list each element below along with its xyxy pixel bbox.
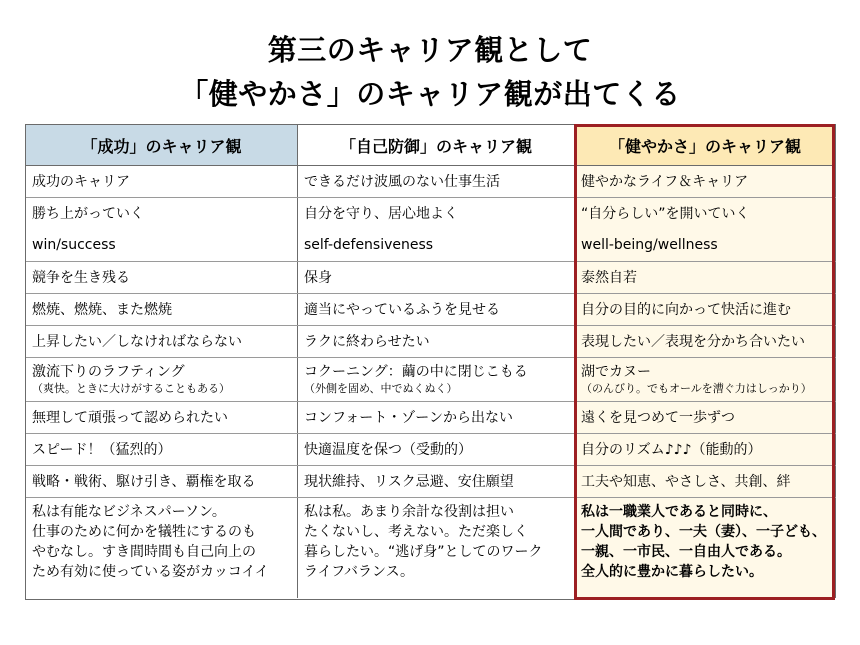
table-cell [575,294,836,326]
table-row [26,326,836,358]
table-cell [575,198,836,230]
table-cell [26,434,298,466]
cell-subtext: ため有効に使っている姿がカッコイイ [32,564,269,580]
cell-text: win/success [32,237,116,254]
cell-text: 湖でカヌー [581,364,651,380]
cell-text: 適当にやっているふうを見せる [304,301,500,318]
cell-subtext: （のんびり。でもオールを漕ぐ力はしっかり） [581,382,812,395]
table-cell [26,358,298,402]
table-cell [298,230,575,262]
header-row [26,125,836,166]
cell-text: できるだけ波風のない仕事生活 [304,173,500,190]
table-cell [575,166,836,198]
table-cell [575,466,836,498]
cell-text: 私は有能なビジネスパーソン。 [32,504,226,520]
table-cell [575,498,836,598]
cell-subtext: ライフバランス。 [304,564,415,580]
table-row [26,402,836,434]
comparison-table [25,124,835,600]
cell-subtext: 一親、一市民、一自由人である。 [581,544,791,560]
table-row [26,166,836,198]
header-wellness: 「健やかさ」のキャリア観 [575,125,836,166]
cell-text: 私は私。あまり余計な役割は担い [304,504,514,520]
table-cell [26,294,298,326]
cell-text: 競争を生き残る [32,269,130,286]
cell-subtext: 暮らしたい。“逃げ身”としてのワーク [304,544,543,560]
cell-text: “自分らしい”を開いていく [581,205,750,222]
table-row [26,230,836,262]
page-title [0,28,860,116]
table-cell [575,402,836,434]
cell-subtext: （爽快。ときに大けがすることもある） [32,382,230,395]
cell-text: 激流下りのラフティング [32,364,185,380]
table-row [26,434,836,466]
table-cell [298,198,575,230]
table-row [26,294,836,326]
cell-subtext: たくないし、考えない。ただ楽しく [304,524,528,540]
table-cell [298,434,575,466]
cell-text: 健やかなライフ＆キャリア [581,173,749,190]
cell-text: 工夫や知恵、やさしさ、共創、絆 [581,473,791,490]
table-cell [26,402,298,434]
cell-subtext: 全人的に豊かに暮らしたい。 [581,564,763,580]
table-cell [26,230,298,262]
cell-text: 燃焼、燃焼、また燃焼 [32,301,172,318]
cell-text: 私は一職業人であると同時に、 [581,504,777,520]
table-cell [298,358,575,402]
table-cell [298,466,575,498]
cell-text: 自分のリズム♪♪♪（能動的） [581,441,762,458]
table-row [26,466,836,498]
cell-subtext: （外側を固め、中でぬくぬく） [304,382,458,395]
cell-text: ラクに終わらせたい [304,333,430,350]
cell-text: 無理して頑張って認められたい [32,409,228,426]
title-line-1: 第三のキャリア観として [267,33,593,67]
cell-text: スピード！（猛烈的） [32,441,172,458]
table-cell [298,326,575,358]
header-success: 「成功」のキャリア観 [26,125,298,166]
cell-text: 遠くを見つめて一歩ずつ [581,409,735,426]
table-cell [298,498,575,598]
table-row [26,498,836,598]
cell-text: 泰然自若 [581,269,637,286]
table-cell [575,358,836,402]
cell-text: 成功のキャリア [32,173,130,190]
table-cell [298,166,575,198]
header-self-defense: 「自己防御」のキャリア観 [298,125,575,166]
table-row [26,358,836,402]
career-view-table [25,124,836,598]
cell-text: 勝ち上がっていく [32,205,144,222]
cell-text: 現状維持、リスク忌避、安住願望 [304,473,514,490]
table-cell [298,402,575,434]
table-cell [575,434,836,466]
cell-text: コクーニング：繭の中に閉じこもる [304,364,528,380]
cell-text: 自分の目的に向かって快活に進む [581,301,791,318]
cell-text: 快適温度を保つ（受動的） [304,441,472,458]
cell-text: 自分を守り、居心地よく [304,205,458,222]
cell-text: コンフォート・ゾーンから出ない [304,409,514,426]
cell-text: well-being/wellness [581,237,718,254]
table-cell [26,262,298,294]
table-cell [26,498,298,598]
table-cell [298,294,575,326]
cell-text: self-defensiveness [304,237,434,254]
table-cell [575,262,836,294]
cell-text: 戦略・戦術、駆け引き、覇権を取る [32,473,256,490]
table-cell [26,198,298,230]
table-row [26,262,836,294]
table-cell [575,326,836,358]
cell-text: 上昇したい／しなければならない [32,333,242,350]
table-cell [26,466,298,498]
table-cell [26,166,298,198]
cell-subtext: 仕事のために何かを犠牲にするのも [32,524,256,540]
table-row [26,198,836,230]
title-line-2: 「健やかさ」のキャリア観が出てくる [179,77,681,111]
cell-text: 保身 [304,269,332,286]
cell-subtext: 一人間であり、一夫（妻）、一子ども、 [581,524,826,540]
cell-subtext: やむなし。すき間時間も自己向上の [32,544,256,560]
cell-text: 表現したい／表現を分かち合いたい [581,333,805,350]
table-cell [575,230,836,262]
table-cell [298,262,575,294]
table-cell [26,326,298,358]
